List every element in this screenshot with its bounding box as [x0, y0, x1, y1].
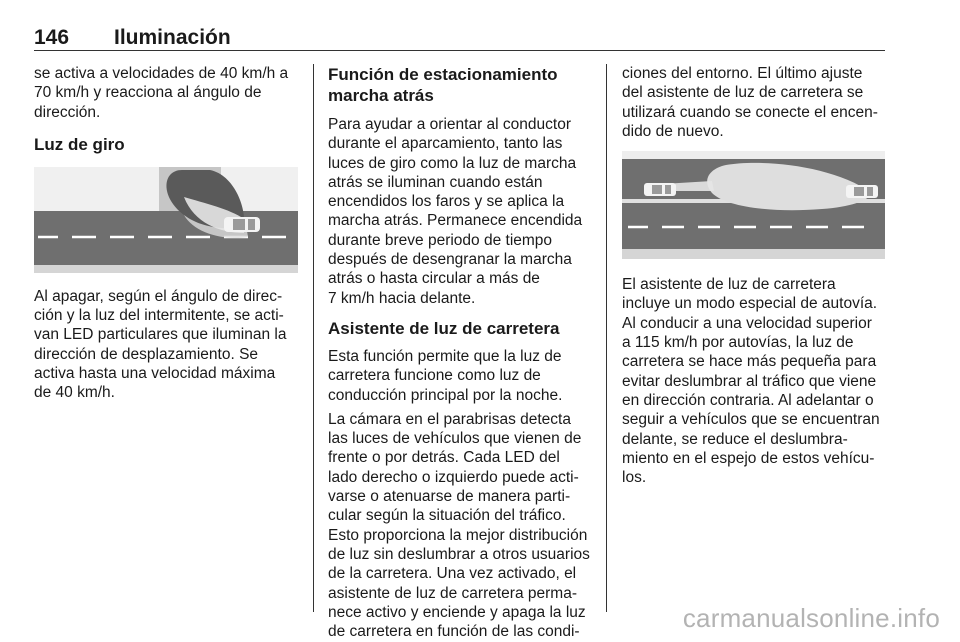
turn-light-illustration	[34, 167, 298, 273]
high-beam-paragraph-1: Esta función permite que la luz de carretera funcione como luz de conducción principal por la noche.	[328, 347, 563, 404]
heading-parking-function: Función de estacionamiento marcha atrás	[328, 65, 558, 105]
column-divider-right	[606, 64, 607, 612]
heading-turn-light: Luz de giro	[34, 134, 125, 154]
intro-text: se activa a velocidades de 40 km/h a 70 km/h y reacciona al ángulo de dirección.	[34, 65, 289, 121]
page-header	[34, 22, 885, 52]
heading-high-beam-assist: Asistente de luz de carretera	[328, 318, 560, 338]
watermark: carmanualsonline.info	[682, 603, 940, 633]
column-3	[622, 64, 887, 487]
motorway-mode-text: El asistente de luz de carretera incluye un modo especial de autovía. Al conducir a una velocidad superior a 115 km/h por autovías, la luz de carretera se hace más pequeña para evitar deslumbrar al tráfico que viene en dirección contraria. Al adelantar o seguir a vehículos que se encuentran delante, se reduce el deslumbra‐ miento en el espejo de estos vehícu‐ los.	[622, 276, 880, 487]
motorway-mode-illustration	[622, 151, 885, 259]
page-number: 146	[34, 26, 70, 49]
high-beam-paragraph-2: La cámara en el parabrisas detecta las luces de vehículos que vienen de frente o por detrás. Cada LED del lado derecho o izquierdo puede acti‐ varse o atenuarse de manera parti‐ cular según la situación del tráfico. Esto proporciona la mejor distribución de luz sin deslumbrar a otros usuarios de la carretera. Una vez activado, el asistente de luz de carretera perma‐ nece activo y enciende y apaga la luz de carretera en función de las condi‐	[328, 410, 590, 641]
header-rule	[34, 50, 885, 51]
page-title: Iluminación	[114, 26, 231, 49]
column-1	[34, 64, 300, 403]
turn-light-text: Al apagar, según el ángulo de direc‐ ción y la luz del intermitente, se acti‐ van LED particulares que iluminan la dirección de desplazamiento. Se activa hasta una velocidad máxima de 40 km/h.	[34, 287, 287, 402]
column-divider-left	[313, 64, 314, 612]
parking-text: Para ayudar a orientar al conductor durante el aparcamiento, tanto las luces de giro como la luz de marcha atrás se iluminan cuando están encendidos los faros y se aplica la marcha atrás. Permanece encendida durante breve periodo de tiempo después de desengranar la marcha atrás o hasta circular a más de 7 km/h hacia delante.	[328, 116, 583, 307]
continued-text: ciones del entorno. El último ajuste del asistente de luz de carretera se utilizará cuando se conecte el encen‐ dido de nuevo.	[622, 65, 878, 140]
column-2	[328, 64, 591, 641]
